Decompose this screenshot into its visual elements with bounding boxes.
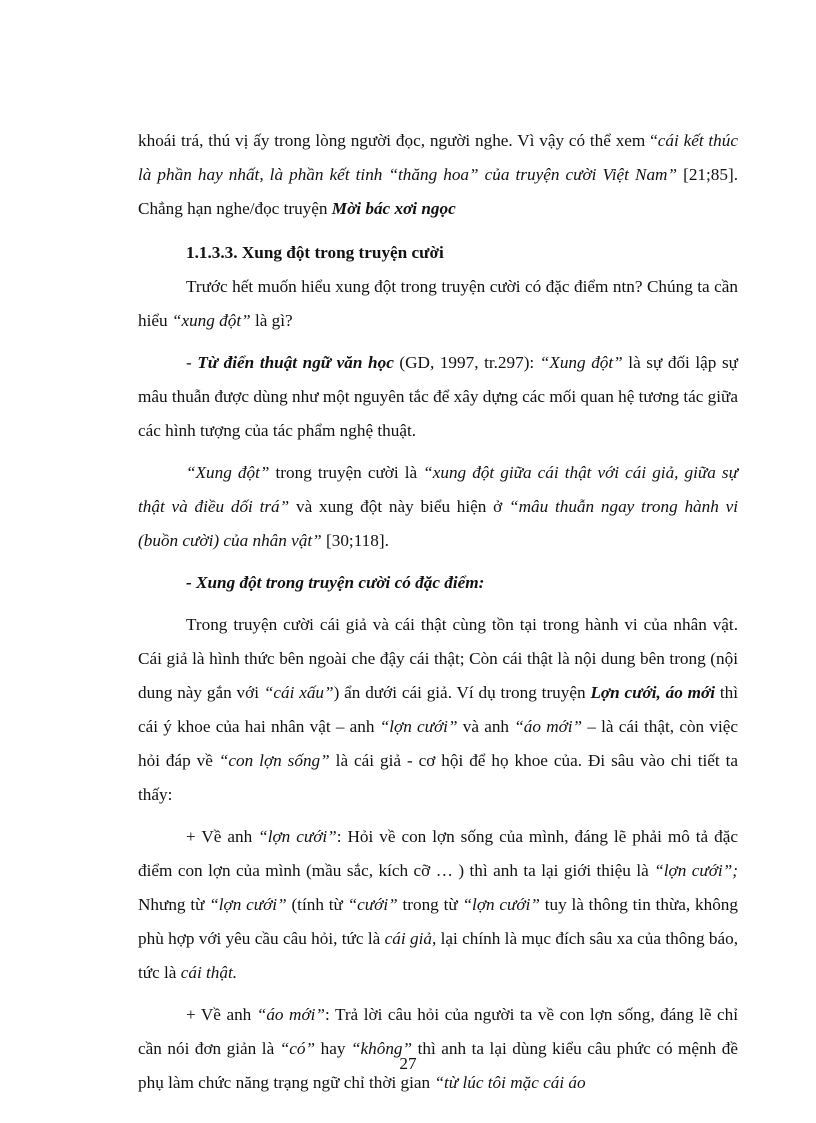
text-run: , lại chính là mục đích sâu xa của thông báo, tức là	[138, 929, 739, 982]
text-run: và xung đột này biểu hiện ở	[289, 497, 510, 516]
book-title: Từ điển thuật ngữ văn học	[197, 353, 394, 372]
quote: “lợn cưới”	[258, 827, 337, 846]
text-run: tuy là thông tin thừa, không phù hợp với yêu cầu câu hỏi, tức là	[138, 895, 738, 948]
quote: “áo mới”	[514, 717, 583, 736]
text-run: ) ẩn dưới cái giả. Ví dụ trong truyện	[333, 683, 591, 702]
page-number: 27	[399, 1054, 417, 1073]
text-run: : Trả lời câu hỏi của người ta về con lợn sống, đáng lẽ chỉ cần nói đơn giản là	[138, 1005, 738, 1058]
quote: cái kết thúc là phần hay nhất, là phần kết tinh “thăng hoa” của truyện cười Việt Nam”	[138, 131, 739, 184]
quote: “xung đột giữa cái thật với cái giả, giữa sự thật và điều dối trá”	[138, 463, 738, 516]
quote: “lợn cưới”	[379, 717, 458, 736]
text-run: -	[186, 353, 198, 372]
text-run: là cái giả - cơ hội để họ khoe của. Đi sâu vào chi tiết ta thấy:	[138, 751, 738, 804]
text-run: (GD, 1997, tr.297):	[393, 353, 540, 372]
paragraph-7	[138, 998, 738, 1100]
text-run: và anh	[457, 717, 515, 736]
text-run: (tính từ	[286, 895, 348, 914]
quote: “có”	[279, 1039, 316, 1058]
quote: “lợn cưới”	[462, 895, 540, 914]
text-run: Nhưng từ	[138, 895, 210, 914]
text-run: trong từ	[397, 895, 463, 914]
document-body	[138, 124, 738, 1100]
text-run: : Hỏi về con lợn sống của mình, đáng lẽ phải mô tả đặc điểm con lợn của mình (mầu sắc, kích cỡ … ) thì anh ta lại giới thiệu là	[138, 827, 738, 880]
quote: “cưới”	[347, 895, 398, 914]
quote: “xung đột”	[171, 311, 251, 330]
paragraph-4	[138, 566, 738, 600]
paragraph-3	[138, 456, 738, 558]
text-run: + Về anh	[186, 1005, 257, 1024]
subheading: - Xung đột trong truyện cười có đặc điểm:	[186, 573, 485, 592]
paragraph-1	[138, 270, 738, 338]
quote: “lợn cưới”;	[654, 861, 738, 880]
quote: cái giả	[384, 929, 432, 948]
text-run: + Về anh	[186, 827, 259, 846]
text-run: [30;118].	[321, 531, 389, 550]
quote: “từ lúc tôi mặc cái áo	[434, 1073, 586, 1092]
quote: “áo mới”	[256, 1005, 325, 1024]
quote: “Xung đột”	[539, 353, 623, 372]
text-run: là gì?	[250, 311, 293, 330]
text-run: thì anh ta lại dùng kiểu câu phức có mệnh đề phụ làm chức năng trạng ngữ chỉ thời gian	[138, 1039, 738, 1092]
quote: cái thật.	[180, 963, 238, 982]
quote: “Xung đột”	[186, 463, 270, 482]
text-run: thì cái ý khoe của hai nhân vật – anh	[138, 683, 738, 736]
text-run: hay	[315, 1039, 351, 1058]
section-heading: 1.1.3.3. Xung đột trong truyện cười	[186, 243, 444, 262]
paragraph-5	[138, 608, 738, 812]
quote: “lợn cưới”	[209, 895, 287, 914]
text-run: khoái trá, thú vị ấy trong lòng người đọc, người nghe. Vì vậy có thể xem “	[138, 131, 658, 150]
text-run: – là cái thật, còn việc hỏi đáp về	[138, 717, 738, 770]
story-title: Mời bác xơi ngọc	[331, 199, 456, 218]
text-run: là sự đối lập sự mâu thuẫn được dùng như một nguyên tắc để xây dựng các mối quan hệ tương tác giữa các hình tượng của tác phẩm nghệ thuật.	[138, 353, 738, 440]
paragraph-6	[138, 820, 738, 990]
paragraph-intro	[138, 124, 738, 226]
quote: “cái xấu”	[263, 683, 334, 702]
story-title: Lợn cưới, áo mới	[590, 683, 716, 702]
text-run: Trong truyện cười cái giả và cái thật cùng tồn tại trong hành vi của nhân vật. Cái giả là hình thức bên ngoài che đậy cái thật; Còn cái thật là nội dung bên trong (nội dung này gắn với	[138, 615, 738, 702]
quote: “con lợn sống”	[218, 751, 330, 770]
quote: “không”	[350, 1039, 413, 1058]
text-run: trong truyện cười là	[269, 463, 424, 482]
text-run: [21;85]. Chẳng hạn nghe/đọc truyện	[138, 165, 738, 218]
text-run: Trước hết muốn hiểu xung đột trong truyện cười có đặc điểm ntn? Chúng ta cần hiểu	[138, 277, 738, 330]
paragraph-2	[138, 346, 738, 448]
quote: “mâu thuẫn ngay trong hành vi (buồn cười) của nhân vật”	[138, 497, 738, 550]
